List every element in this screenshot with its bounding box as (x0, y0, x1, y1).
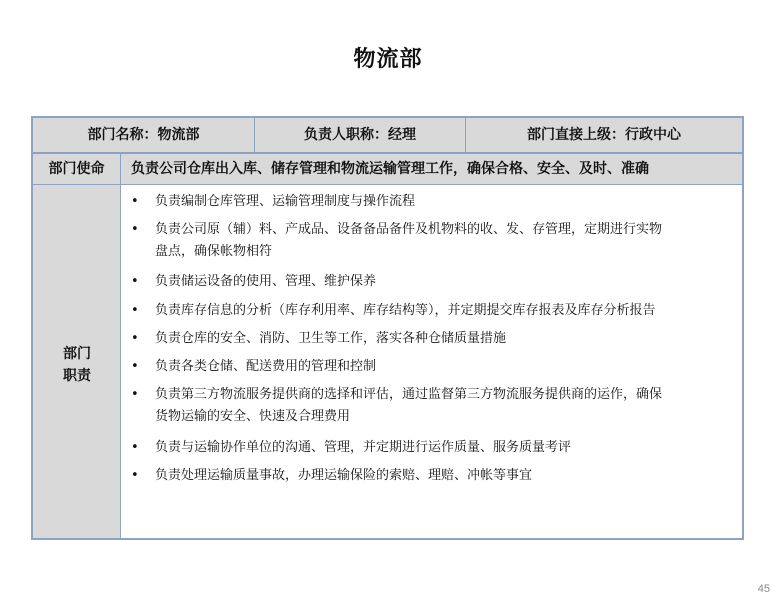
bullet-icon: • (131, 359, 139, 374)
bullet-icon: • (131, 222, 139, 237)
duty-text: 负责仓库的安全、消防、卫生等工作，落实各种仓储质量措施 (155, 331, 507, 346)
mission-row (33, 154, 742, 185)
bullet-icon: • (131, 440, 139, 455)
mission-label: 部门使命 (33, 154, 121, 184)
duty-text: 负责各类仓储、配送费用的管理和控制 (155, 359, 377, 374)
duty-text: 负责储运设备的使用、管理、维护保养 (155, 274, 377, 289)
duty-text: 负责处理运输质量事故，办理运输保险的索赔、理赔、冲帐等事宜 (155, 468, 533, 483)
bullet-icon: • (131, 303, 139, 318)
duty-text: 负责与运输协作单位的沟通、管理，并定期进行运作质量、服务质量考评 (155, 440, 572, 455)
page-number: 45 (757, 583, 770, 595)
duties-label-line1: 部门 (63, 346, 91, 362)
department-name-cell: 部门名称：物流部 (33, 118, 255, 152)
bullet-icon: • (131, 274, 139, 289)
header-row (33, 118, 742, 154)
owner-title-cell: 负责人职称：经理 (255, 118, 466, 152)
duty-text: 负责库存信息的分析（库存利用率、库存结构等），并定期提交库存报表及库存分析报告 (155, 303, 656, 318)
page-title: 物流部 (353, 47, 423, 72)
bullet-icon: • (131, 387, 139, 402)
bullet-icon: • (131, 194, 139, 209)
bullet-icon: • (131, 331, 139, 346)
duties-label (33, 343, 121, 387)
duty-text: 负责第三方物流服务提供商的选择和评估，通过监督第三方物流服务提供商的运作，确保 货物运输的安全、快速及合理费用 (155, 387, 663, 424)
bullet-icon: • (131, 468, 139, 483)
duty-text: 负责编制仓库管理、运输管理制度与操作流程 (155, 194, 416, 209)
mission-text: 负责公司仓库出入库、储存管理和物流运输管理工作，确保合格、安全、及时、准确 (131, 161, 649, 177)
duties-label-line2: 职责 (63, 368, 91, 384)
department-table (31, 116, 744, 540)
duties-label-cell (33, 185, 121, 538)
duties-row (33, 185, 742, 538)
duty-text: 负责公司原（辅）料、产成品、设备备品备件及机物料的收、发、存管理，定期进行实物 盘点，确保帐物相符 (155, 222, 663, 259)
direct-superior-cell: 部门直接上级：行政中心 (527, 127, 681, 143)
duties-list (121, 185, 742, 538)
